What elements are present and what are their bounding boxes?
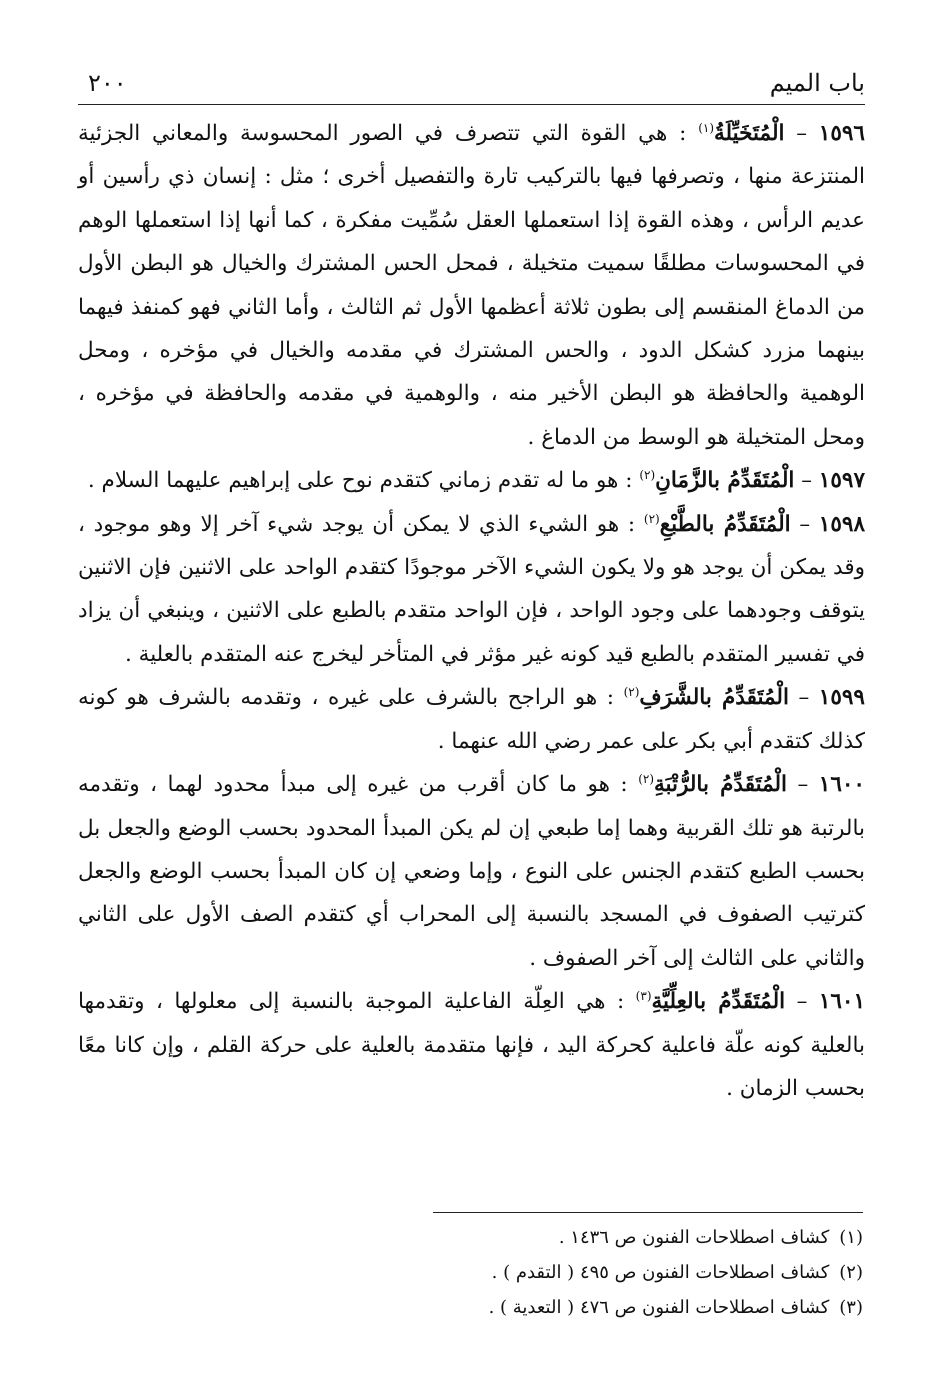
footnote-1 [263, 1220, 863, 1255]
page-number: ٢٠٠ [88, 69, 127, 97]
entry-definition: : هو الراجح بالشرف على غيره ، وتقدمه بالشرف هو كونه كذلك كتقدم أبي بكر على عمر رضي الله عنهما . [78, 685, 865, 754]
footnote-mark: (٣) [839, 1297, 863, 1318]
footnote-mark: (٢) [839, 1262, 863, 1283]
footnote-reference[interactable]: (٢) [639, 468, 656, 483]
footnote-reference[interactable]: (٣) [635, 988, 652, 1003]
entry-number: ١٦٠٠ [818, 772, 865, 798]
footnote-reference[interactable]: (٢) [638, 771, 655, 786]
footnote-text: كشاف اصطلاحات الفنون ص ١٤٣٦ . [558, 1227, 830, 1248]
footnote-2 [263, 1255, 863, 1290]
entry-dash: – [794, 468, 812, 494]
entry-term: الْمُتَقَدِّمُ بالعِلِّيَّةِ [651, 989, 786, 1015]
chapter-title: باب الميم [769, 69, 865, 97]
footnote-reference[interactable]: (٢) [643, 511, 660, 526]
footnotes [263, 1220, 863, 1325]
main-text [78, 112, 865, 1110]
footnote-3 [263, 1290, 863, 1325]
entry-number: ١٦٠١ [818, 989, 866, 1015]
entry-term: الْمُتَقَدِّمُ بالزَّمَانِ [655, 468, 795, 494]
entry-term: الْمُتَقَدِّمُ بالطَّبْعِ [659, 511, 791, 537]
entry-dash: – [785, 989, 808, 1015]
footnote-reference[interactable]: (١) [698, 120, 715, 135]
entry-term: الْمُتَقَدِّمُ بالشَّرَفِ [639, 685, 789, 711]
entry-1597 [78, 459, 865, 502]
footnote-mark: (١) [839, 1227, 863, 1248]
entry-1598 [78, 503, 865, 677]
footnote-text: كشاف اصطلاحات الفنون ص ٤٩٥ ( التقدم ) . [491, 1262, 830, 1283]
entry-number: ١٥٩٨ [818, 511, 865, 537]
page-header [78, 66, 865, 105]
entry-definition: : هي العِلّة الفاعلية الموجبة بالنسبة إلى معلولها ، وتقدمها بالعلية كونه علّة فاعلية كحركة اليد ، فإنها متقدمة بالعلية على حركة القلم ، وإن كانا معًا بحسب الزمان . [78, 989, 865, 1101]
footnote-reference[interactable]: (٢) [623, 685, 640, 700]
entry-number: ١٥٩٦ [818, 121, 865, 146]
footnote-text: كشاف اصطلاحات الفنون ص ٤٧٦ ( التعدية ) . [488, 1297, 830, 1318]
footnote-divider [433, 1212, 863, 1213]
entry-dash: – [790, 511, 811, 537]
entry-number: ١٥٩٩ [818, 685, 865, 711]
entry-definition: : هو ما كان أقرب من غيره إلى مبدأ محدود لهما ، وتقدمه بالرتبة هو تلك القربية وهما إما طبعي إن لم يكن المبدأ المحدود بحسب الوضع والجعل بل بحسب الطبع كتقدم الجنس على النوع ، وإما وضعي إن كان المبدأ بحسب الوضع والجعل كترتيب الصفوف في المسجد بالنسبة إلى المحراب أي كتقدم الصف الأول على الثاني والثاني على الثالث إلى آخر الصفوف . [78, 772, 865, 971]
entry-definition: : هو الشيء الذي لا يمكن أن يوجد شيء آخر إلا وهو موجود ، وقد يمكن أن يوجد هو ولا يكون الشيء الآخر موجودًا كتقدم الواحد على الاثنين فإن الاثنين يتوقف وجودهما على وجود الواحد ، فإن الواحد متقدم بالطبع على الاثنين ، وينبغي أن يزاد في تفسير المتقدم بالطبع قيد كونه غير مؤثر في المتأخر ليخرج عنه المتقدم بالعلية . [78, 511, 865, 667]
entry-1599 [78, 676, 865, 763]
entry-1601 [78, 980, 865, 1110]
entry-dash: – [784, 121, 807, 146]
entry-definition: : هي القوة التي تتصرف في الصور المحسوسة والمعاني الجزئية المنتزعة منها ، وتصرفها فيها بالتركيب تارة والتفصيل أخرى ؛ مثل : إنسان ذي رأسين أو عديم الرأس ، وهذه القوة إذا استعملها العقل سُمِّيت مفكرة ، كما أنها إذا استعملها الوهم في المحسوسات مطلقًا سميت متخيلة ، فمحل الحس المشترك والخيال هو البطن الأول من الدماغ المنقسم إلى بطون ثلاثة أعظمها الأول ثم الثالث ، وأما الثاني فهو كمنفذ فيهما بينهما مزرد كشكل الدود ، والحس المشترك في مقدمه والخيال في مؤخره ، ومحل الوهمية والحافظة هو البطن الأخير منه ، والوهمية في مقدمه والحافظة في مؤخره ، ومحل المتخيلة هو الوسط من الدماغ . [78, 121, 865, 450]
entry-number: ١٥٩٧ [818, 468, 865, 494]
entry-dash: – [787, 772, 809, 798]
entry-term: الْمُتَقَدِّمُ بالرُّتْبَةِ [654, 772, 788, 798]
entry-definition: : هو ما له تقدم زماني كتقدم نوح على إبراهيم عليهما السلام . [87, 468, 633, 494]
entry-1600 [78, 763, 865, 980]
entry-term: الْمُتَخَيِّلَةُ [714, 121, 785, 146]
entry-1596 [78, 112, 865, 459]
entry-dash: – [788, 685, 810, 711]
